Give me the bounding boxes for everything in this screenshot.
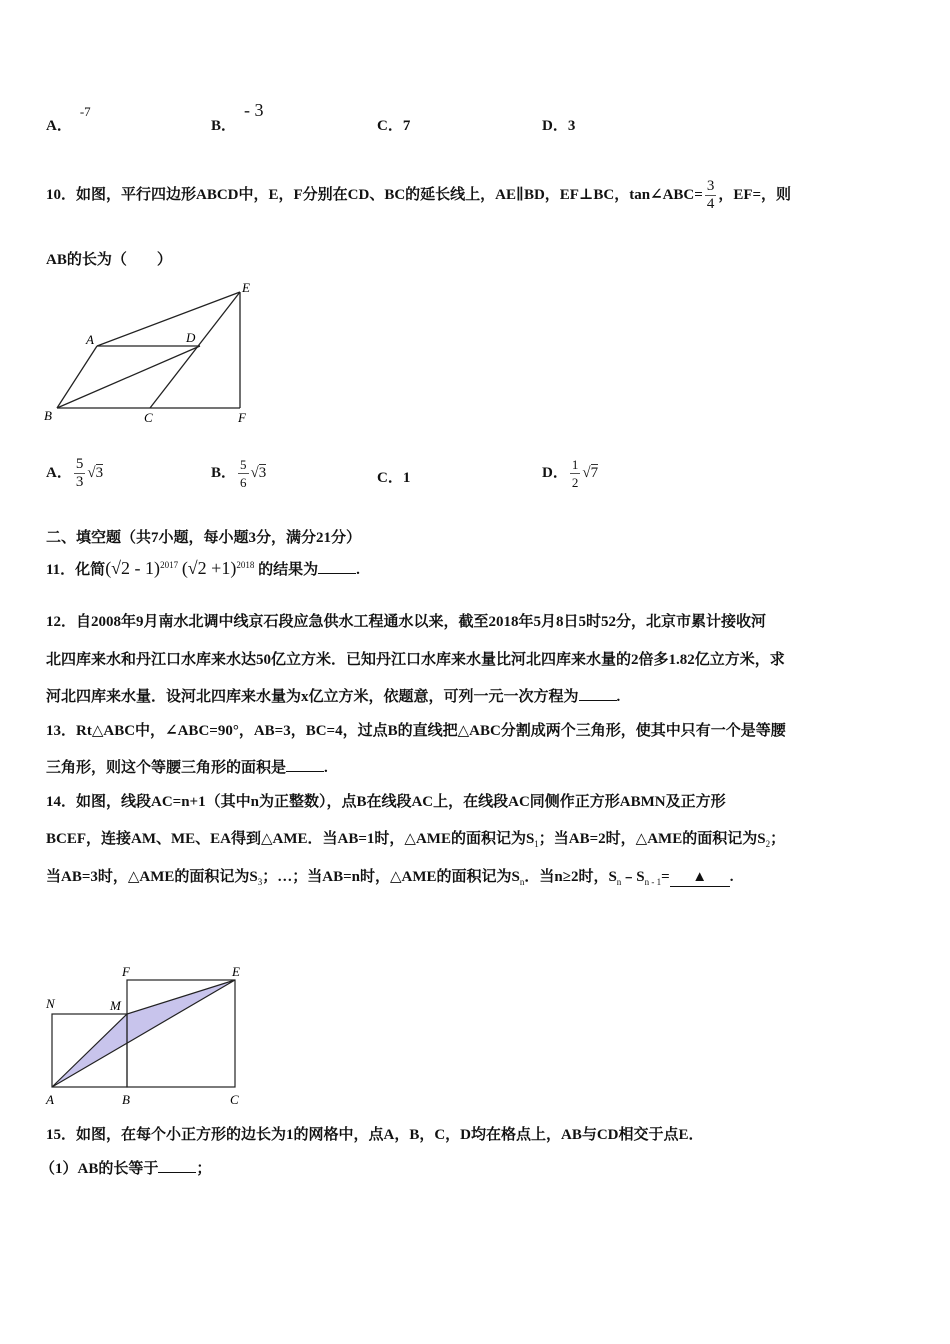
q10-option-c: C．1 [377, 470, 411, 486]
svg-text:F: F [122, 964, 130, 979]
svg-text:A: A [46, 1092, 54, 1107]
svg-text:A: A [86, 332, 94, 347]
svg-text:E: E [232, 964, 240, 979]
q9-option-d: D．3 [542, 118, 576, 134]
svg-text:E: E [242, 280, 250, 295]
svg-text:F: F [238, 410, 246, 425]
fraction: $\frac{3}{4}$ [706, 178, 715, 212]
q10-line2: AB的长为（ ） [46, 252, 172, 268]
q10-line1: 10．如图，平行四边形ABCD中，E，F分别在CD、BC的延长线上，AE∥BD，EF⊥BC，tan∠ABC= $\frac{3}{4}$ ，EF=，则 [46, 178, 792, 212]
q12-line3: 河北四库来水量．设河北四库来水量为x亿立方米，依题意，可列一元一次方程为 . [46, 689, 621, 705]
q14-line2: BCEF，连接AM、ME、EA得到△AME．当AB=1时，△AME的面积记为$S_1$；当AB=2时，△AME的面积记为$S_2$； [46, 831, 786, 849]
svg-text:N: N [46, 996, 55, 1011]
answer-blank-triangle: ▲ [670, 869, 730, 887]
q11: 11．化简(√2 - 1)$^{2017}$ $(√2 +1)^{2018}$ 的结果为 . [46, 558, 360, 578]
section-heading: 二、填空题（共7小题，每小题3分，满分21分） [46, 530, 362, 546]
q14-line1: 14．如图，线段AC=n+1（其中n为正整数），点B在线段AC上，在线段AC同侧作正方形ABMN及正方形 [46, 794, 726, 810]
q14-line3: 当AB=3时，△AME的面积记为$S_3$；…；当AB=n时，△AME的面积记为$S_n$．当n≥2时，$S_n﹣S_{n - 1}=$ ▲ . [46, 869, 734, 887]
svg-text:C: C [230, 1092, 239, 1107]
svg-text:B: B [122, 1092, 130, 1107]
q12-line1: 12．自2008年9月南水北调中线京石段应急供水工程通水以来，截至2018年5月8日5时52分，北京市累计接收河 [46, 614, 767, 630]
q13-line1: 13．Rt△ABC中，∠ABC=90°，AB=3，BC=4，过点B的直线把△ABC分割成两个三角形，使其中只有一个是等腰 [46, 723, 786, 739]
q10-option-b: B． $\frac{5}{6}$ √3 [211, 457, 267, 490]
svg-text:C: C [144, 410, 153, 425]
q15-sub1: （1）AB的长等于 ； [40, 1161, 212, 1177]
q9-option-c: C．7 [377, 118, 411, 134]
q9-option-b: B．- 3 [211, 100, 264, 134]
q10-option-a: A． $\frac{5}{3}$ √3 [46, 456, 104, 490]
q10-option-d: D． $\frac{1}{2}$ √7 [542, 457, 599, 490]
q9-option-a: A．-7 [46, 104, 91, 134]
svg-text:M: M [110, 998, 121, 1013]
q15-line1: 15．如图，在每个小正方形的边长为1的网格中，点A，B，C，D均在格点上，AB与CD相交于点E． [46, 1127, 704, 1143]
svg-text:B: B [44, 408, 52, 423]
q12-line2: 北四库来水和丹江口水库来水达50亿立方米．已知丹江口水库来水量比河北四库来水量的2倍多1.82亿立方米，求 [46, 652, 785, 668]
svg-text:D: D [186, 330, 196, 345]
squares-figure [40, 962, 260, 1112]
parallelogram-figure [40, 278, 270, 428]
q13-line2: 三角形，则这个等腰三角形的面积是 . [46, 760, 328, 776]
